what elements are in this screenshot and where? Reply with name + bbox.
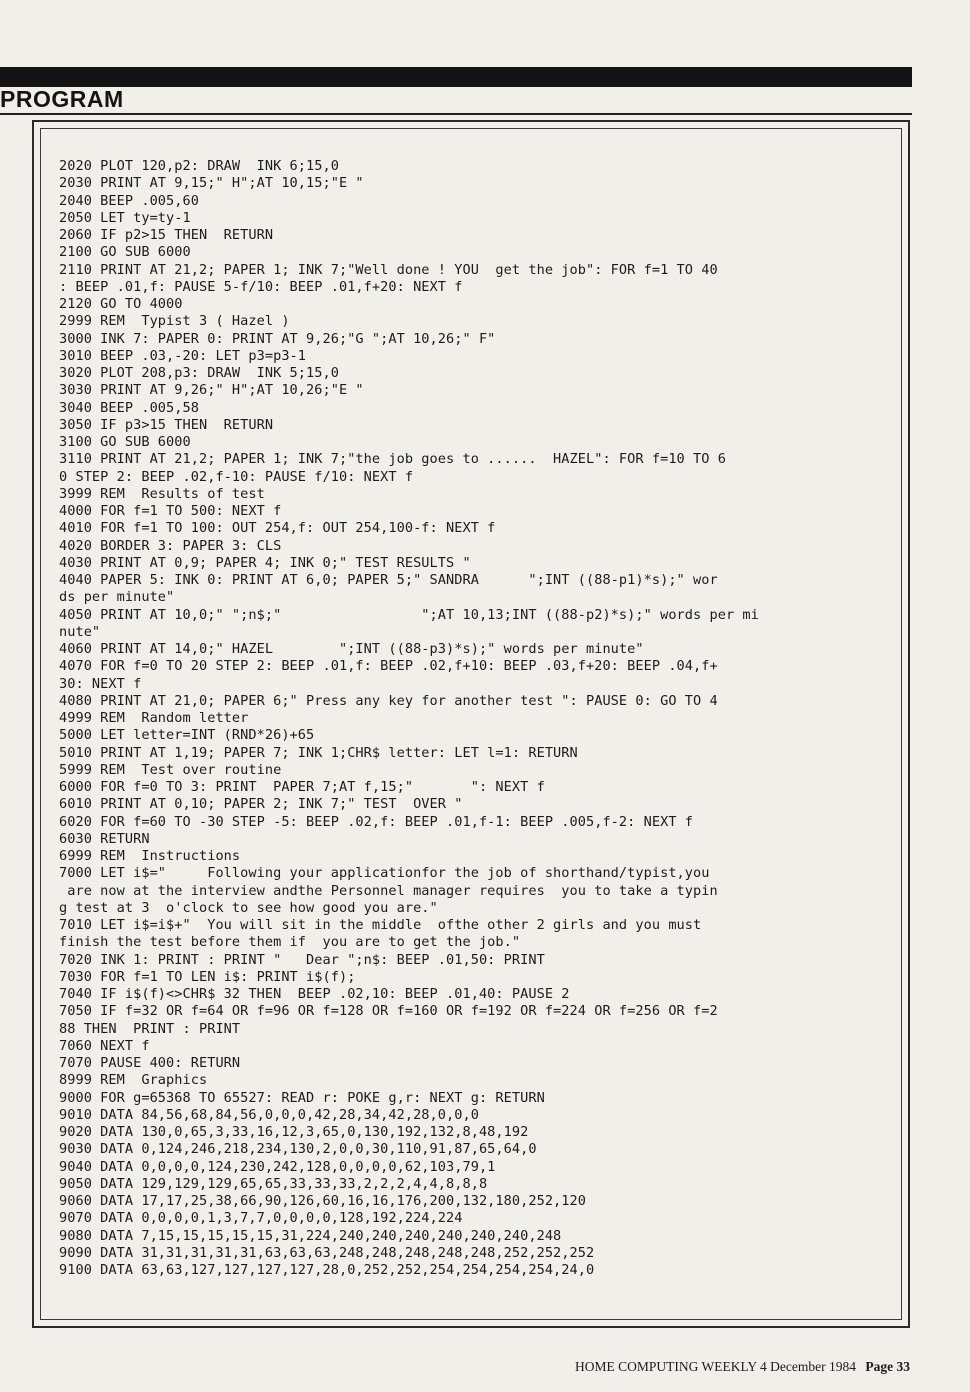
code-line: 0 STEP 2: BEEP .02,f-10: PAUSE f/10: NEXT f xyxy=(59,468,414,485)
header-rule xyxy=(0,113,912,115)
code-line: 9070 DATA 0,0,0,0,1,3,7,7,0,0,0,0,128,192,224,224 xyxy=(59,1210,463,1227)
code-line: 4050 PRINT AT 10,0;" ";n$;" ";AT 10,13;INT ((88-p2)*s);" words per mi xyxy=(59,606,759,623)
code-line: 3999 REM Results of test xyxy=(59,485,265,502)
code-line: 2060 IF p2>15 THEN RETURN xyxy=(59,227,274,243)
code-line: 3020 PLOT 208,p3: DRAW INK 5;15,0 xyxy=(59,365,339,381)
code-line: 4030 PRINT AT 0,9; PAPER 4; INK 0;" TEST RESULTS " xyxy=(59,554,471,571)
code-line: 4000 FOR f=1 TO 500: NEXT f xyxy=(59,503,282,519)
code-line: 7010 LET i$=i$+" You will sit in the middle ofthe other 2 girls and you must xyxy=(59,917,702,933)
code-line: 5010 PRINT AT 1,19; PAPER 7; INK 1;CHR$ letter: LET l=1: RETURN xyxy=(59,744,578,761)
code-line: 2020 PLOT 120,p2: DRAW INK 6;15,0 xyxy=(59,158,339,174)
code-line: : BEEP .01,f: PAUSE 5-f/10: BEEP .01,f+20: NEXT f xyxy=(59,278,463,295)
code-line: 9000 FOR g=65368 TO 65527: READ r: POKE g,r: NEXT g: RETURN xyxy=(59,1089,545,1106)
code-line: 3030 PRINT AT 9,26;" H";AT 10,26;"E " xyxy=(59,382,364,399)
code-line: 9030 DATA 0,124,246,218,234,130,2,0,0,30,110,91,87,65,64,0 xyxy=(59,1141,537,1158)
code-line: 8999 REM Graphics xyxy=(59,1072,208,1089)
code-line: 2040 BEEP .005,60 xyxy=(59,192,199,209)
code-line: 9010 DATA 84,56,68,84,56,0,0,0,42,28,34,42,28,0,0,0 xyxy=(59,1106,479,1123)
code-line: 7040 IF i$(f)<>CHR$ 32 THEN BEEP .02,10: BEEP .01,40: PAUSE 2 xyxy=(59,986,570,1002)
code-line: 4060 PRINT AT 14,0;" HAZEL ";INT ((88-p3)*s);" words per minute" xyxy=(59,641,644,657)
code-line: 9080 DATA 7,15,15,15,15,15,31,224,240,240,240,240,240,240,248 xyxy=(59,1227,562,1244)
code-line: 5999 REM Test over routine xyxy=(59,761,282,778)
code-line: 4020 BORDER 3: PAPER 3: CLS xyxy=(59,537,282,554)
code-line: 7060 NEXT f xyxy=(59,1037,150,1054)
code-line: 88 THEN PRINT : PRINT xyxy=(59,1020,241,1037)
code-line: 9020 DATA 130,0,65,3,33,16,12,3,65,0,130,192,132,8,48,192 xyxy=(59,1124,529,1140)
code-line: 6010 PRINT AT 0,10; PAPER 2; INK 7;" TEST OVER " xyxy=(59,796,463,813)
code-line: 3050 IF p3>15 THEN RETURN xyxy=(59,416,274,433)
code-line: 7070 PAUSE 400: RETURN xyxy=(59,1055,241,1071)
section-label: PROGRAM xyxy=(0,86,124,112)
code-line: 30: NEXT f xyxy=(59,675,142,692)
code-line: 6030 RETURN xyxy=(59,830,150,847)
code-line: finish the test before them if you are to get the job." xyxy=(59,934,521,951)
code-line: 7030 FOR f=1 TO LEN i$: PRINT i$(f); xyxy=(59,968,356,985)
code-line: 4040 PAPER 5: INK 0: PRINT AT 6,0; PAPER 5;" SANDRA ";INT ((88-p1)*s);" wor xyxy=(59,572,718,588)
code-line: nute" xyxy=(59,623,101,640)
code-line: 2110 PRINT AT 21,2; PAPER 1; INK 7;"Well done ! YOU get the job": FOR f=1 TO 40 xyxy=(59,261,718,278)
code-line: 7020 INK 1: PRINT : PRINT " Dear ";n$: BEEP .01,50: PRINT xyxy=(59,951,545,968)
code-line: 6999 REM Instructions xyxy=(59,848,241,864)
code-line: 9040 DATA 0,0,0,0,124,230,242,128,0,0,0,0,62,103,79,1 xyxy=(59,1158,496,1175)
code-line: 7000 LET i$=" Following your applicationfor the job of shorthand/typist,you xyxy=(59,865,710,882)
code-line: 9050 DATA 129,129,129,65,65,33,33,33,2,2,2,4,4,8,8,8 xyxy=(59,1175,488,1192)
code-line: ds per minute" xyxy=(59,589,175,606)
code-line: 3100 GO SUB 6000 xyxy=(59,434,191,450)
code-line: 9060 DATA 17,17,25,38,66,90,126,60,16,16,176,200,132,180,252,120 xyxy=(59,1193,586,1209)
code-line: 9090 DATA 31,31,31,31,31,63,63,63,248,248,248,248,248,252,252,252 xyxy=(59,1244,595,1261)
code-line: 9100 DATA 63,63,127,127,127,127,28,0,252,252,254,254,254,254,24,0 xyxy=(59,1262,595,1278)
code-line: 3010 BEEP .03,-20: LET p3=p3-1 xyxy=(59,347,307,364)
code-line: 2120 GO TO 4000 xyxy=(59,296,183,312)
page-footer xyxy=(575,1359,910,1375)
code-line: 5000 LET letter=INT (RND*26)+65 xyxy=(59,727,315,744)
code-line: g test at 3 o'clock to see how good you are." xyxy=(59,899,438,916)
code-line: are now at the interview andthe Personnel manager requires you to take a typin xyxy=(59,882,718,899)
page-number: Page 33 xyxy=(865,1359,910,1374)
code-line: 6020 FOR f=60 TO -30 STEP -5: BEEP .02,f: BEEP .01,f-1: BEEP .005,f-2: NEXT f xyxy=(59,813,694,830)
code-line: 3000 INK 7: PAPER 0: PRINT AT 9,26;"G ";AT 10,26;" F" xyxy=(59,330,496,347)
header-bar xyxy=(0,67,912,87)
code-line: 4070 FOR f=0 TO 20 STEP 2: BEEP .01,f: BEEP .02,f+10: BEEP .03,f+20: BEEP .04,f+ xyxy=(59,658,718,675)
code-line: 2050 LET ty=ty-1 xyxy=(59,209,191,226)
code-line: 6000 FOR f=0 TO 3: PRINT PAPER 7;AT f,15;" ": NEXT f xyxy=(59,779,545,795)
code-line: 4080 PRINT AT 21,0; PAPER 6;" Press any key for another test ": PAUSE 0: GO TO 4 xyxy=(59,692,718,709)
code-line: 2030 PRINT AT 9,15;" H";AT 10,15;"E " xyxy=(59,175,364,192)
code-line: 3040 BEEP .005,58 xyxy=(59,399,199,416)
program-listing xyxy=(59,158,895,1279)
code-line: 4999 REM Random letter xyxy=(59,710,249,726)
code-line: 2100 GO SUB 6000 xyxy=(59,244,191,261)
code-line: 3110 PRINT AT 21,2; PAPER 1; INK 7;"the job goes to ...... HAZEL": FOR f=10 TO 6 xyxy=(59,451,726,468)
code-line: 7050 IF f=32 OR f=64 OR f=96 OR f=128 OR f=160 OR f=192 OR f=224 OR f=256 OR f=2 xyxy=(59,1003,718,1020)
code-line: 4010 FOR f=1 TO 100: OUT 254,f: OUT 254,100-f: NEXT f xyxy=(59,520,496,537)
magazine-issue: HOME COMPUTING WEEKLY 4 December 1984 xyxy=(575,1359,856,1374)
code-line: 2999 REM Typist 3 ( Hazel ) xyxy=(59,313,290,330)
